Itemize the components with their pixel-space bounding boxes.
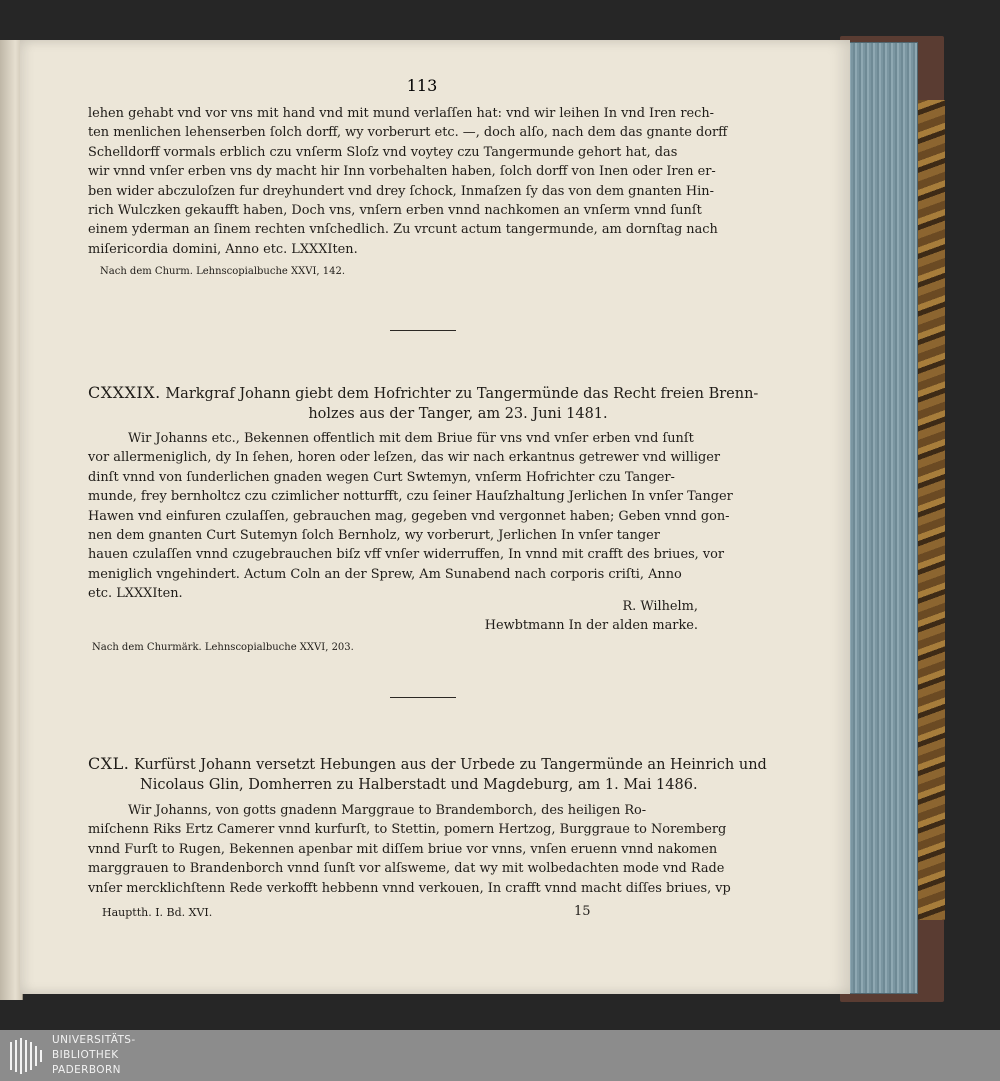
- text-line: marggrauen to Brandenborch vnnd ſunſt vor alſsweme, dat wy mit wolbedachten mode vnd Rade: [88, 861, 725, 877]
- text-line: ten menlichen lehenserben ſolch dorff, wy vorberurt etc. —, doch alſo, nach dem das gnante dorff: [88, 125, 728, 141]
- library-name-line: BIBLIOTHEK: [52, 1049, 119, 1061]
- text-line: dinſt vnnd von ſunderlichen gnaden wegen Curt Swtemyn, vnſerm Hofrichter czu Tanger-: [88, 469, 675, 485]
- sheet-signature: 15: [574, 904, 591, 919]
- signature-block: [622, 597, 698, 616]
- text-line: vnnd Furſt to Rugen, Bekennen apenbar mit diſſem briue vor vnns, vnſen eruenn vnnd nakomen: [88, 841, 718, 857]
- document-heading: [88, 754, 767, 795]
- text-line: ben wider abczuloſzen fur dreyhundert vnd drey ſchock, Inmaſzen ſy das von dem gnanten Hin-: [88, 183, 714, 199]
- text-line: wir vnnd vnſer erben vns dy macht hir Inn vorbehalten haben, ſolch dorff von Inen oder Iren er-: [88, 164, 716, 180]
- document-text: [88, 429, 748, 604]
- text-line: munde, frey bernholtcz czu czimlicher notturfft, czu ſeiner Hauſzhaltung Jerlichen In vnſer Tanger: [88, 489, 733, 505]
- volume-footer: Hauptth. I. Bd. XVI.: [102, 906, 213, 919]
- text-line: rich Wulczken gekaufft haben, Doch vns, vnſern erben vnnd nachkomen an vnſerm vnnd ſunſt: [88, 203, 702, 219]
- signature-title-wrap: [485, 616, 698, 635]
- section-divider: [390, 697, 456, 698]
- text-line: miſericordia domini, Anno etc. LXXXIten.: [88, 241, 358, 257]
- heading-line: holzes aus der Tanger, am 23. Juni 1481.: [308, 406, 608, 422]
- text-line: Wir Johanns, von gotts gnadenn Marggraue to Brandemborch, des heiligen Ro-: [128, 803, 647, 818]
- document-text: [88, 801, 748, 898]
- library-logo-icon: [10, 1038, 44, 1074]
- document-number: CXL.: [88, 754, 130, 773]
- library-name-line: PADERBORN: [52, 1064, 121, 1076]
- book-page: [20, 40, 850, 994]
- heading-line: Markgraf Johann giebt dem Hofrichter zu Tangermünde das Recht freien Brenn-: [165, 386, 759, 402]
- text-line: meniglich vngehindert. Actum Coln an der Sprew, Am Sunabend nach corporis criſti, Anno: [88, 566, 682, 582]
- text-line: lehen gehabt vnd vor vns mit hand vnd mit mund verlaſſen hat: vnd wir leihen In vnd Iren rech-: [88, 106, 715, 121]
- text-line: Hawen vnd einfuren czulaſſen, gebrauchen mag, gegeben vnd vergonnet haben; Geben vnnd gon-: [88, 508, 730, 524]
- text-line: vor allermeniglich, dy In ſehen, horen oder leſzen, das wir nach erkantnus getrewer vnd williger: [88, 450, 721, 466]
- document-number: CXXXIX.: [88, 383, 161, 402]
- heading-line: Kurfürst Johann versetzt Hebungen aus der Urbede zu Tangermünde an Heinrich und: [133, 757, 767, 773]
- heading-line: Nicolaus Glin, Domherren zu Halberstadt und Magdeburg, am 1. Mai 1486.: [140, 777, 698, 793]
- source-note: Nach dem Churm. Lehnscopialbuche XXVI, 142.: [100, 266, 346, 277]
- signature-name: R. Wilhelm,: [622, 599, 698, 614]
- signature-title: Hewbtmann In der alden marke.: [484, 618, 698, 633]
- page-edges: [846, 42, 918, 994]
- page-number: 113: [406, 76, 438, 95]
- text-line: nen dem gnanten Curt Sutemyn ſolch Bernholz, wy vorberurt, Jerlichen In vnſer tanger: [88, 528, 660, 544]
- library-banner: [0, 1030, 1000, 1081]
- text-line: miſchenn Riks Ertz Camerer vnnd kurfurſt, to Stettin, pomern Hertzog, Burggraue to Noremberg: [88, 822, 727, 838]
- text-line: einem yderman an ſinem rechten vnſchedlich. Zu vrcunt actum tangermunde, am dornſtag nach: [88, 222, 718, 238]
- text-line: Schelldorff vormals erblich czu vnſerm Sloſz vnd voytey czu Tangermunde gehort hat, das: [88, 144, 678, 160]
- library-name: [52, 1033, 136, 1078]
- paragraph-continuation: [88, 104, 748, 259]
- text-line: hauen czulaſſen vnnd czugebrauchen biſz vff vnſer widerruffen, In vnnd mit crafft des briues, vor: [88, 547, 725, 563]
- section-divider: [390, 330, 456, 331]
- text-line: Wir Johanns etc., Bekennen offentlich mit dem Briue für vns vnd vnſer erben vnd ſunſt: [128, 431, 694, 446]
- source-note: Nach dem Churmärk. Lehnscopialbuche XXVI, 203.: [92, 642, 354, 653]
- library-name-line: UNIVERSITÄTS-: [52, 1034, 136, 1046]
- text-line: etc. LXXXIten.: [88, 586, 183, 602]
- text-line: vnſer mercklichſtenn Rede verkofft hebbenn vnnd verkouen, In crafft vnnd macht diſſes briues, vp: [88, 880, 731, 896]
- document-heading: [88, 383, 759, 424]
